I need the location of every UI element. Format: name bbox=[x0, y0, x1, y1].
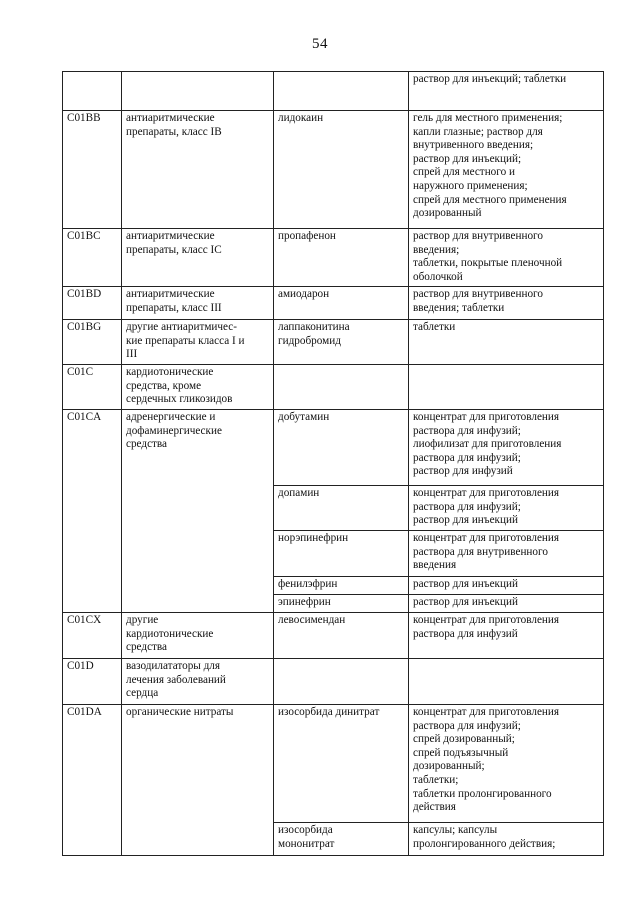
group-line: кардиотонические bbox=[126, 366, 214, 378]
dosage-form-line: таблетки, покрытые пленочной bbox=[413, 257, 563, 270]
dosage-form-line: оболочкой bbox=[413, 270, 463, 283]
table-row bbox=[63, 72, 604, 111]
inn-name: норэпинефрин bbox=[278, 532, 349, 544]
dosage-form-cell bbox=[409, 613, 604, 659]
inn-cell bbox=[274, 705, 409, 823]
dosage-form-cell bbox=[409, 595, 604, 613]
atc-code: C01CX bbox=[67, 614, 102, 626]
inn-name: мононитрат bbox=[278, 837, 335, 850]
dosage-form-cell bbox=[409, 72, 604, 111]
table-row bbox=[63, 320, 604, 365]
dosage-form-cell bbox=[409, 365, 604, 410]
table-row bbox=[63, 613, 604, 659]
table-row bbox=[63, 229, 604, 287]
atc-code: C01DA bbox=[67, 706, 102, 718]
inn-name: лидокаин bbox=[278, 112, 324, 124]
group-cell bbox=[122, 613, 274, 659]
dosage-form-line: раствор для инъекций bbox=[413, 514, 518, 527]
inn-cell bbox=[274, 229, 409, 287]
inn-cell bbox=[274, 111, 409, 229]
group-line: средства, кроме bbox=[126, 379, 202, 392]
group-cell bbox=[122, 410, 274, 613]
group-cell bbox=[122, 365, 274, 410]
dosage-form-line: спрей дозированный; bbox=[413, 733, 515, 746]
table-row bbox=[63, 705, 604, 823]
group-cell bbox=[122, 705, 274, 856]
inn-name: амиодарон bbox=[278, 288, 330, 300]
inn-cell bbox=[274, 595, 409, 613]
inn-cell bbox=[274, 410, 409, 486]
inn-cell bbox=[274, 486, 409, 531]
dosage-form-line: спрей подъязычный bbox=[413, 746, 509, 759]
dosage-form-line: внутривенного введения; bbox=[413, 139, 534, 152]
dosage-form-line: раствора для инфузий bbox=[413, 627, 518, 640]
atc-code-cell bbox=[63, 320, 122, 365]
atc-code-cell bbox=[63, 365, 122, 410]
atc-code-cell bbox=[63, 613, 122, 659]
group-line: препараты, класс III bbox=[126, 301, 222, 314]
group-line: другие антиаритмичес- bbox=[126, 321, 237, 333]
atc-code: C01BG bbox=[67, 321, 102, 333]
dosage-form-line: капсулы; капсулы bbox=[413, 824, 498, 836]
dosage-form-line: раствора для инфузий; bbox=[413, 451, 521, 464]
group-cell bbox=[122, 72, 274, 111]
inn-cell bbox=[274, 72, 409, 111]
inn-name: пропафенон bbox=[278, 230, 336, 242]
inn-name: эпинефрин bbox=[278, 596, 331, 608]
atc-code-cell bbox=[63, 229, 122, 287]
atc-code: C01BD bbox=[67, 288, 102, 300]
atc-code-cell bbox=[63, 410, 122, 613]
dosage-form-line: раствор для внутривенного bbox=[413, 230, 543, 242]
dosage-form-cell bbox=[409, 705, 604, 823]
inn-cell bbox=[274, 531, 409, 577]
dosage-form-line: гель для местного применения; bbox=[413, 112, 563, 124]
group-line: антиаритмические bbox=[126, 288, 215, 300]
group-cell bbox=[122, 659, 274, 705]
group-line: средства bbox=[126, 438, 168, 451]
dosage-form-line: раствора для инфузий; bbox=[413, 719, 521, 732]
dosage-form-line: пролонгированного действия; bbox=[413, 837, 556, 850]
dosage-form-line: введения; таблетки bbox=[413, 301, 505, 314]
atc-code-cell bbox=[63, 72, 122, 111]
group-line: вазодилататоры для bbox=[126, 660, 221, 672]
atc-code: C01CA bbox=[67, 411, 102, 423]
table-row bbox=[63, 410, 604, 486]
inn-name: изосорбида динитрат bbox=[278, 706, 380, 718]
dosage-form-cell bbox=[409, 287, 604, 320]
group-line: сердечных гликозидов bbox=[126, 393, 233, 406]
dosage-form-line: концентрат для приготовления bbox=[413, 411, 560, 423]
dosage-form-line: лиофилизат для приготовления bbox=[413, 438, 562, 451]
group-cell bbox=[122, 287, 274, 320]
group-line: средства bbox=[126, 641, 168, 654]
group-line: антиаритмические bbox=[126, 112, 215, 124]
group-line: органические нитраты bbox=[126, 706, 234, 718]
dosage-form-line: концентрат для приготовления bbox=[413, 614, 560, 626]
dosage-form-line: введения; bbox=[413, 243, 460, 256]
group-cell bbox=[122, 229, 274, 287]
atc-code: C01BB bbox=[67, 112, 101, 124]
table-row bbox=[63, 365, 604, 410]
dosage-form-line: раствор для внутривенного bbox=[413, 288, 543, 300]
dosage-form-line: раствор для инъекций bbox=[413, 596, 518, 608]
group-line: кие препараты класса I и bbox=[126, 334, 245, 347]
inn-cell bbox=[274, 365, 409, 410]
group-line: III bbox=[126, 348, 138, 361]
dosage-form-line: действия bbox=[413, 801, 456, 814]
dosage-form-line: спрей для местного и bbox=[413, 166, 515, 179]
group-line: кардиотонические bbox=[126, 627, 214, 640]
dosage-form-line: концентрат для приготовления bbox=[413, 532, 560, 544]
table-row bbox=[63, 659, 604, 705]
dosage-form-line: раствор для инъекций; bbox=[413, 152, 522, 165]
dosage-form-line: дозированный bbox=[413, 207, 482, 220]
inn-name: лаппаконитина bbox=[278, 321, 350, 333]
dosage-form-cell bbox=[409, 531, 604, 577]
inn-name: изосорбида bbox=[278, 824, 333, 836]
dosage-form-cell bbox=[409, 410, 604, 486]
atc-code-cell bbox=[63, 287, 122, 320]
group-line: препараты, класс IC bbox=[126, 243, 222, 256]
dosage-form-line: раствор для инъекций bbox=[413, 578, 518, 590]
group-cell bbox=[122, 320, 274, 365]
group-line: адренергические и bbox=[126, 411, 216, 423]
dosage-form-line: дозированный; bbox=[413, 760, 485, 773]
inn-cell bbox=[274, 287, 409, 320]
dosage-form-cell bbox=[409, 229, 604, 287]
atc-code-cell bbox=[63, 111, 122, 229]
atc-code-cell bbox=[63, 705, 122, 856]
dosage-form-line: таблетки bbox=[413, 321, 456, 333]
atc-code-cell bbox=[63, 659, 122, 705]
atc-code: C01D bbox=[67, 660, 94, 672]
dosage-form-line: раствор для инфузий bbox=[413, 465, 513, 478]
dosage-form-cell bbox=[409, 320, 604, 365]
page-number: 54 bbox=[312, 36, 328, 52]
dosage-form-cell bbox=[409, 111, 604, 229]
dosage-form-cell bbox=[409, 823, 604, 856]
inn-cell bbox=[274, 823, 409, 856]
dosage-form-line: таблетки; bbox=[413, 773, 459, 786]
atc-code: C01C bbox=[67, 366, 94, 378]
table-row bbox=[63, 111, 604, 229]
dosage-form-line: раствора для инфузий; bbox=[413, 500, 521, 513]
atc-code: C01BC bbox=[67, 230, 101, 242]
dosage-form-line: раствора для внутривенного bbox=[413, 545, 548, 558]
dosage-form-line: концентрат для приготовления bbox=[413, 487, 560, 499]
group-line: лечения заболеваний bbox=[126, 673, 226, 686]
inn-name: гидробромид bbox=[278, 334, 341, 347]
dosage-form-cell bbox=[409, 659, 604, 705]
inn-name: фенилэфрин bbox=[278, 578, 338, 590]
group-cell bbox=[122, 111, 274, 229]
inn-name: допамин bbox=[278, 487, 320, 499]
dosage-form-line: концентрат для приготовления bbox=[413, 706, 560, 718]
inn-cell bbox=[274, 577, 409, 595]
dosage-form-line: наружного применения; bbox=[413, 179, 528, 192]
dosage-form-line: введения bbox=[413, 559, 457, 572]
table-row bbox=[63, 287, 604, 320]
group-line: препараты, класс IB bbox=[126, 125, 222, 138]
inn-cell bbox=[274, 320, 409, 365]
inn-cell bbox=[274, 659, 409, 705]
dosage-form-line: спрей для местного применения bbox=[413, 193, 567, 206]
dosage-form-line: таблетки пролонгированного bbox=[413, 787, 552, 800]
dosage-form-cell bbox=[409, 577, 604, 595]
dosage-form-line: раствор для инъекций; таблетки bbox=[413, 73, 567, 85]
group-line: другие bbox=[126, 614, 159, 626]
group-line: антиаритмические bbox=[126, 230, 215, 242]
inn-cell bbox=[274, 613, 409, 659]
dosage-form-line: раствора для инфузий; bbox=[413, 424, 521, 437]
group-line: дофаминергические bbox=[126, 424, 222, 437]
group-line: сердца bbox=[126, 687, 159, 700]
drug-table bbox=[62, 71, 604, 856]
inn-name: левосимендан bbox=[278, 614, 346, 626]
dosage-form-line: капли глазные; раствор для bbox=[413, 125, 543, 138]
dosage-form-cell bbox=[409, 486, 604, 531]
inn-name: добутамин bbox=[278, 411, 330, 423]
